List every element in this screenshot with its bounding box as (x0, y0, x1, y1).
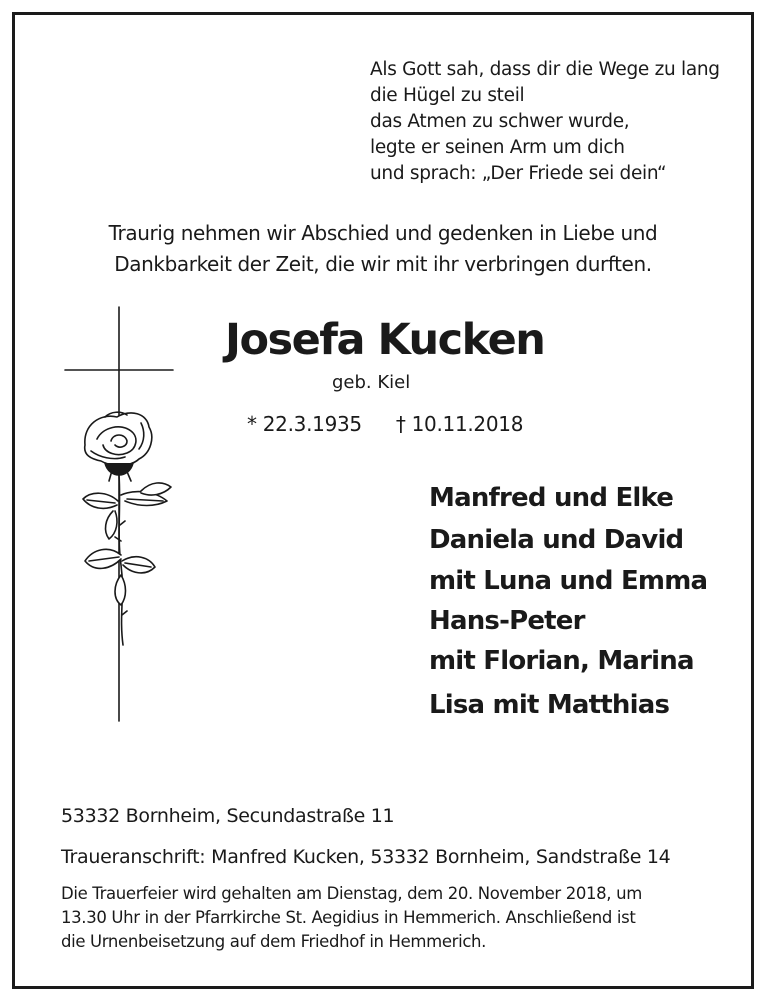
poem-line: und sprach: „Der Friede sei dein“ (370, 163, 667, 184)
poem-line: Als Gott sah, dass dir die Wege zu lang (370, 59, 720, 80)
death-date: † 10.11.2018 (395, 412, 524, 436)
poem-line: das Atmen zu schwer wurde, (370, 111, 630, 132)
family-member: mit Luna und Emma (429, 566, 708, 596)
family-member: Hans-Peter (429, 606, 585, 636)
poem (370, 57, 720, 187)
intro-line: Dankbarkeit der Zeit, die wir mit ihr verbringen durften. (114, 252, 652, 276)
poem-line: legte er seinen Arm um dich (370, 137, 625, 158)
mourning-address: Traueranschrift: Manfred Kucken, 53332 Bornheim, Sandstraße 14 (61, 846, 671, 868)
birth-date: * 22.3.1935 (247, 412, 362, 436)
ceremony-line: Die Trauerfeier wird gehalten am Dienstag, dem 20. November 2018, um (61, 884, 642, 903)
family-member: mit Florian, Marina (429, 646, 694, 676)
ceremony-line: 13.30 Uhr in der Pfarrkirche St. Aegidius in Hemmerich. Anschließend ist (61, 908, 636, 927)
obituary-notice (12, 12, 754, 989)
poem-line: die Hügel zu steil (370, 85, 525, 106)
ceremony-info (61, 882, 642, 954)
birth-name: geb. Kiel (332, 372, 411, 393)
life-dates (247, 412, 523, 436)
ceremony-line: die Urnenbeisetzung auf dem Friedhof in Hemmerich. (61, 932, 487, 951)
cross-with-rose-icon (55, 305, 195, 725)
deceased-name: Josefa Kucken (225, 315, 545, 365)
intro-text (15, 218, 751, 280)
family-member: Manfred und Elke (429, 483, 674, 513)
home-address: 53332 Bornheim, Secundastraße 11 (61, 805, 395, 827)
family-member: Daniela und David (429, 525, 684, 555)
family-member: Lisa mit Matthias (429, 690, 670, 720)
intro-line: Traurig nehmen wir Abschied und gedenken in Liebe und (108, 221, 658, 245)
family-list (429, 477, 707, 726)
